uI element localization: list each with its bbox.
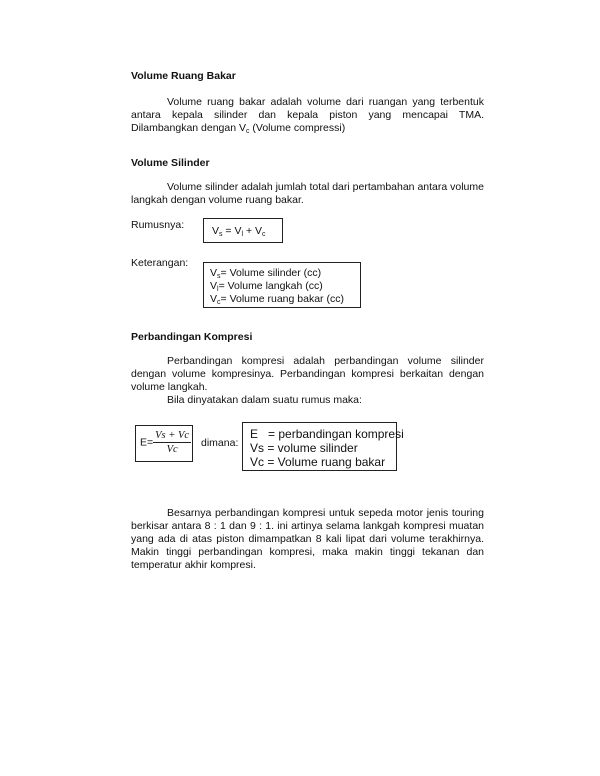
heading-volume-ruang-bakar: Volume Ruang Bakar (131, 70, 236, 82)
formula-symbol: = V (222, 225, 242, 237)
legend-subscript: s (217, 273, 221, 280)
where-label: dimana: (201, 437, 239, 449)
paragraph-perbandingan-kompresi: Perbandingan kompresi adalah perbandingan volume silinder dengan volume kompresinya. Perbandingan kompresi berkaitan dengan volume langkah. (131, 355, 484, 393)
definition-vc: Vc = Volume ruang bakar (250, 455, 386, 469)
definition-e: E = perbandingan kompresi (250, 427, 404, 441)
legend-symbol: V (210, 293, 218, 305)
legend-subscript: l (217, 286, 219, 293)
legend-item-volume-ruang-bakar (210, 293, 360, 306)
legend-box (203, 262, 361, 308)
formula-subscript: s (219, 231, 223, 238)
formula-symbol: V (212, 225, 220, 237)
legend-item-volume-silinder (210, 267, 360, 280)
formula-subscript: l (241, 231, 244, 238)
formula-denominator: Vc (166, 444, 178, 455)
legend-symbol: V (210, 267, 218, 279)
formula-label: Rumusnya: (131, 219, 185, 231)
volume-formula-box (203, 218, 283, 243)
formula-numerator: Vs + Vc (155, 430, 190, 441)
subscript: c (246, 128, 250, 135)
paragraph-text: Volume ruang bakar adalah volume dari ruangan yang terbentuk antara kepala silinder dan kepala piston yang mencapai TMA. Dilambangkan dengan V (131, 96, 484, 134)
paragraph-volume-silinder: Volume silinder adalah jumlah total dari pertambahan antara volume langkah dengan volume ruang bakar. (131, 181, 484, 206)
legend-subscript: c (217, 299, 221, 306)
formula-lhs: E= (140, 436, 154, 449)
paragraph-text-end: (Volume compressi) (249, 122, 346, 134)
legend-text: = Volume ruang bakar (cc) (220, 293, 344, 305)
paragraph-rumus-intro: Bila dinyatakan dalam suatu rumus maka: (167, 394, 362, 406)
legend-text: = Volume langkah (cc) (218, 280, 323, 292)
paragraph-volume-ruang-bakar (131, 96, 484, 135)
paragraph-besarnya-perbandingan: Besarnya perbandingan kompresi untuk sepeda motor jenis touring berkisar antara 8 : 1 dan 9 : 1. ini artinya selama lankgah kompresi muatan yang ada di atas piston dimampatkan 8 kali lipat dari volume terakhirnya. Makin tinggi perbandingan kompresi, maka makin tinggi tekanan dan temperatur akhir kompresi. (131, 507, 484, 571)
legend-item-volume-langkah (210, 280, 360, 293)
definition-vs: Vs = volume silinder (250, 441, 358, 455)
definitions-box (242, 422, 404, 471)
heading-volume-silinder: Volume Silinder (131, 157, 210, 169)
legend-symbol: V (210, 280, 218, 292)
legend-label: Keterangan: (131, 257, 189, 269)
legend-text: = Volume silinder (cc) (220, 267, 322, 279)
formula-subscript: c (262, 231, 266, 238)
formula-symbol: + V (243, 225, 263, 237)
formula-fraction (153, 430, 191, 455)
compression-formula-box (135, 425, 193, 462)
heading-perbandingan-kompresi: Perbandingan Kompresi (131, 331, 253, 343)
